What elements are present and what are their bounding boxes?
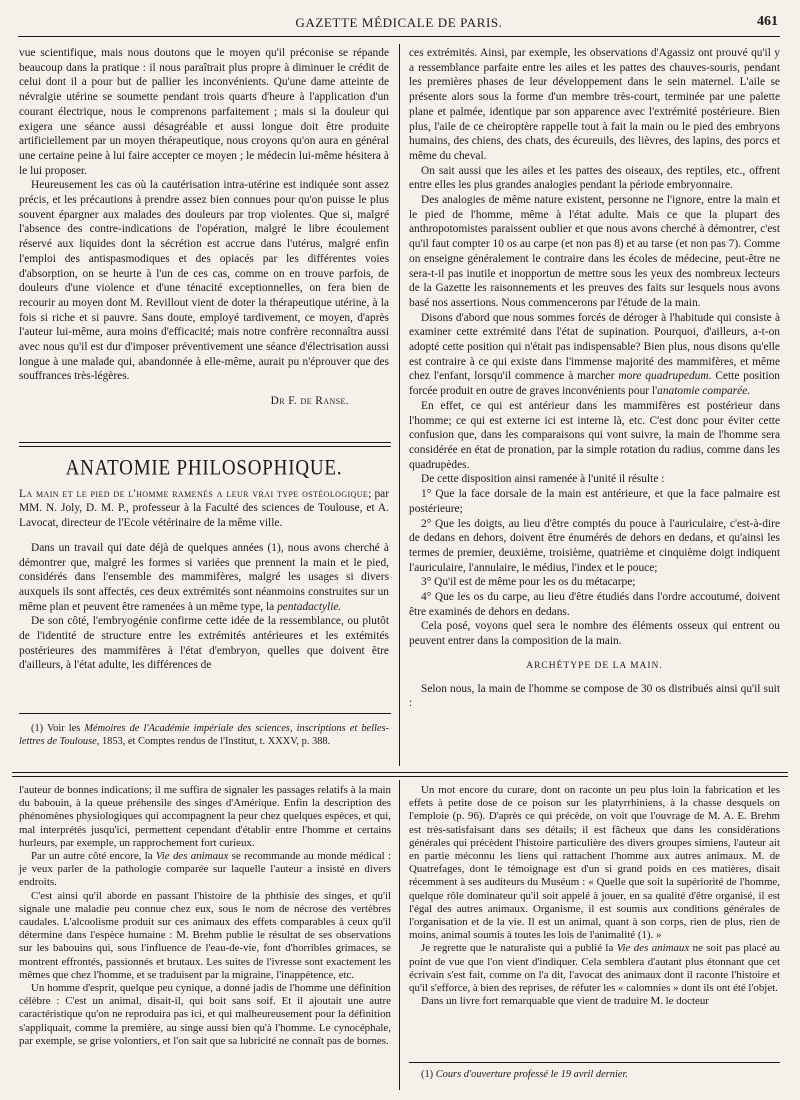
paragraph: Heureusement les cas où la cautérisation intra-utérine est indiquée sont assez précis, et les précautions à prendre assez bien connues pour qu'on puisse le plus souvent épargner aux malades des douleurs par trop violentes. Que si, malgré l'absence des contre-indications de l'opération, malgré le libre écoulement réservé aux liquides dont la sécrétion est accrue dans l'utérus, malgré enfin l'emploi des antispasmodiques et des opiacés par les différentes voies d'absorption, on se heurte à l'un de ces cas, comme on en trouve parfois, de douleurs d'une violence et d'une ténacité exceptionnelles, on fera bien de recourir au moyen dont M. Revillout vient de doter la thérapeutique utérine, à la fois si riche et si pauvre. Sans doute, employé tardivement, ce moyen, d'après l'auteur lui-même, aura moins d'efficacité; mais notre confrère reconnaîtra aussi avec nous qu'il est dur d'imposer préventivement une séance d'électrisation aussi longue à une malade qui, abandonnée à elle-même, aurait pu n'éprouver que des souffrances très-légères.: [19, 179, 389, 383]
article-column: [19, 454, 389, 673]
paragraph: On sait aussi que les ailes et les pattes des oiseaux, des reptiles, etc., offrent entre elles les plus grandes analogies pendant la période embryonnaire.: [409, 164, 780, 192]
lower-left-column: [19, 784, 391, 1048]
paragraph: Selon nous, la main de l'homme se compose de 30 os distribués ainsi qu'il suit :: [409, 682, 780, 710]
article-heading: La main et le pied de l'homme ramenés a leur vrai type ostéologique; par MM. N. Joly, D. M. P., professeur à la Faculté des sciences de Toulouse, et A. Lavocat, directeur de l'Ecole vétérinaire de la même ville.: [19, 487, 389, 530]
paragraph: En effet, ce qui est antérieur dans les mammifères est postérieur dans l'homme; ce qui est externe ici est interne là, etc. C'est donc pour éviter cette confusion que, dans les comparaisons qui vont suivre, la main de l'homme sera considérée en état de pronation, par la simple rotation du radius, comme dans les quadrupèdes.: [409, 399, 780, 471]
paragraph: l'auteur de bonnes indications; il me suffira de signaler les passages relatifs à la main du babouin, à la queue préhensile des singes d'Amérique. Enfin la description des phénomènes physiologiques qui accompagnent la peur chez quelques espèces, et qui, mal interprétés jusqu'ici, permettent cependant d'établir entre l'homme et certains hurleurs, par exemple, un rapprochement fort curieux.: [19, 784, 391, 849]
section-divider: [19, 442, 391, 447]
list-item: 2° Que les doigts, au lieu d'être comptés du pouce à l'auriculaire, c'est-à-dire de dedans en dehors, doivent être énumérés de dehors en dedans, et qu'ainsi les termes de premier, deuxième, troisième, quatrième et cinquième doigt indiquent l'auriculaire, l'annulaire, le médius, l'index et le pouce;: [409, 517, 780, 574]
section-title: ANATOMIE PHILOSOPHIQUE.: [65, 456, 343, 481]
author-signature: Dr F. de Ranse.: [270, 395, 349, 408]
list-item: 1° Que la face dorsale de la main est antérieure, et que la face palmaire est postérieure;: [409, 488, 780, 515]
paragraph: C'est ainsi qu'il aborde en passant l'histoire de la phthisie des singes, et qu'il signale une maladie peu connue chez eux, sous le nom de nécrose des vertèbres caudales. L'alcoolisme produit sur ces animaux des effets comparables à ceux qu'il détermine dans l'espèce humaine : M. Brehm publie le résultat de ses observations sur les babouins qui, sous l'influence de l'eau-de-vie, font d'horribles grimaces, se montrent effrontés, passionnés et brutaux. Les suites de l'ivresse sont exactement les mêmes que chez l'homme, et se traduisent par la migraine, l'inappétence, etc.: [19, 889, 391, 981]
paragraph: Un mot encore du curare, dont on raconte un peu plus loin la fabrication et les effets à petite dose de ce poison sur les platyrrhiniens, à la chasse desquels on l'emploie (p. 96). D'après ce qui précède, on voit que l'ouvrage de M. A. E. Brehm est très-satisfaisant dans ses détails; il est fâcheux que dans les considérations générales qui précèdent l'histoire particulière des divers groupes simiens, l'auteur ait en partie méconnu les liens qui rattachent l'homme aux autres animaux. M. de Quatrefages, dont le témoignage est d'un si grand poids en ces matières, disait récemment à ses auditeurs du Muséum : « Quelle que soit la supériorité de l'homme, quelque rôle dominateur qu'il soit appelé à jouer, en sa qualité d'être organisé, il est l'égal des autres animaux. Organisme, il est soumis aux conditions générales de l'organisation et de la vie. Il est un animal, quant à son corps, rien de plus, rien de moins, animal soumis à toutes les lois de l'animalité (1). »: [409, 784, 780, 942]
footnote-divider: [19, 713, 391, 714]
footnote: [409, 1068, 780, 1081]
footnote-divider: [409, 1062, 780, 1063]
paragraph: Par un autre côté encore, la Vie des animaux se recommande au monde médical : je veux parler de la pathologie comparée sur laquelle l'auteur a insisté en divers endroits.: [19, 850, 392, 889]
page-header: [18, 14, 780, 37]
paragraph: Je regrette que le naturaliste qui a publié la Vie des animaux ne soit pas placé au point de vue que l'on vient d'indiquer. Cela semblera d'autant plus étonnant que cet écrivain s'est fait, comme on l'a dit, l'avocat des animaux dont il raconte l'histoire et qu'il s'efforce, à bien des reprises, de réfuter les « calomnies » dont ils ont été l'objet.: [409, 942, 780, 995]
paragraph: Un homme d'esprit, quelque peu cynique, a donné jadis de l'homme une définition célèbre : C'est un animal, disait-il, qui boit sans soif. Et il ajoutait une autre caractéristique qu'on ne reproduira pas ici, et qui malheureusement pour la définition s'appliquait, comme la première, au singe aussi bien qu'à l'homme. Le cynocéphale, par exemple, se grise volontiers, et l'on sait que sa lubricité ne connaît pas de bornes.: [19, 982, 391, 1047]
paragraph: Disons d'abord que nous sommes forcés de déroger à l'habitude qui consiste à examiner cette extrémité dans l'état de supination. Pourquoi, d'ailleurs, a-t-on adopté cette position qui n'était pas indispensable? Bien plus, nous disons qu'elle est contraire à ce qui existe dans l'immense majorité des mammifères, et même chez l'enfant, lorsqu'il commence à marcher more quadrupedum. Cette position forcée produit en outre de graves inconvénients pour l'anatomie comparée.: [409, 311, 781, 398]
paragraph: Dans un livre fort remarquable que vient de traduire M. le docteur: [421, 995, 709, 1008]
footnote-text: (1) Voir les Mémoires de l'Académie impériale des sciences, inscriptions et belles-lettres de Toulouse, 1853, et Comptes rendus de l'Institut, t. XXXV, p. 388.: [19, 723, 390, 748]
paragraph: vue scientifique, mais nous doutons que le moyen qu'il préconise se répande beaucoup dans la pratique : il nous paraîtrait plus propre à diminuer le crédit de celui dont il a pour but de pallier les inconvénients. Qu'une dame atteinte de névralgie utérine se soumette pendant trois quarts d'heure à l'application d'un courant électrique, nous le comprenons parfaitement ; mais si la douleur qui exigera une séance aussi désagréable et aussi longue doit être produite artificiellement par un moyen thérapeutique, nous croyons qu'on aura en général une certaine peine à lui faire accepter ce moyen ; le médecin lui-même hésitera à le lui proposer.: [19, 47, 389, 177]
paragraph: De son côté, l'embryogénie confirme cette idée de la ressemblance, ou plutôt de l'identité de structure entre les extrémités antérieures et les extémités postérieures des mammifères à l'état d'embryon, quelles que doivent être d'ailleurs, à l'état adulte, les différences de: [19, 615, 389, 672]
column-divider: [399, 44, 400, 766]
list-item: 3° Qu'il est de même pour les os du métacarpe;: [421, 576, 636, 589]
paragraph: Dans un travail qui date déjà de quelques années (1), nous avons cherché à démontrer que, malgré les formes si variées que prennent la main et le pied, considérés dans l'ensemble des mammifères, malgré les usages si divers auxquels ils sont affectés, ces deux extrémités sont néanmoins construites sur un même plan et peuvent être ramenées à un même type, la pentadactylie.: [19, 541, 389, 613]
upper-right-column: [409, 46, 780, 711]
page-number: 461: [757, 14, 778, 29]
paragraph: De cette disposition ainsi ramenée à l'unité il résulte :: [421, 473, 665, 486]
paragraph: Cela posé, voyons quel sera le nombre des éléments osseux qui entrent ou peuvent entrer dans la composition de la main.: [409, 620, 780, 648]
paragraph: ces extrémités. Ainsi, par exemple, les observations d'Agassiz ont prouvé qu'il y a ressemblance parfaite entre les ailes et les pattes des chauves-souris, pendant les premières phases de leur développement dans le sein maternel. L'aile se présente alors sous la forme d'un membre très-court, terminée par une palette plane et palmée, identique par son apparence avec l'extrémité postérieure. Bien plus, l'aile de ce cheiroptère rappelle tout à fait la main ou le pied des embryons humains, des chiens, des chats, des écureuils, des lièvres, des lapins, des porcs et même du cheval.: [409, 47, 780, 162]
lower-right-column: [409, 784, 780, 1008]
footnote-text: (1) Cours d'ouverture professé le 19 avril dernier.: [421, 1069, 628, 1080]
feuilleton-divider: [12, 772, 788, 777]
journal-title: GAZETTE MÉDICALE DE PARIS.: [295, 15, 503, 30]
subsection-heading: ARCHÉTYPE DE LA MAIN.: [526, 660, 663, 671]
footnote: [19, 722, 389, 748]
list-item: 4° Que les os du carpe, au lieu d'être étudiés dans l'ordre accoutumé, doivent être examinés de dehors en dedans.: [409, 591, 780, 618]
upper-left-column: [19, 46, 389, 409]
column-divider: [399, 780, 400, 1090]
paragraph: Des analogies de même nature existent, personne ne l'ignore, entre la main et le pied de l'homme, même à l'état adulte. Mais ce que la plupart des anthropotomistes paraissent oublier et que nous avons cherché à démontrer, c'est qu'il faut compter 10 os au carpe (et non pas 8) et au tarse (et non pas 7). Comme on enseigne généralement le contraire dans les écoles de médecine, peut-être ne sera-t-il pas inutile et inopportun de mettre sous les yeux des nombreux lecteurs de la Gazette les raisonnements et les preuves des faits sur lesquels nous avons basé nos assertions. Nous commencerons par l'étude de la main.: [409, 194, 780, 309]
